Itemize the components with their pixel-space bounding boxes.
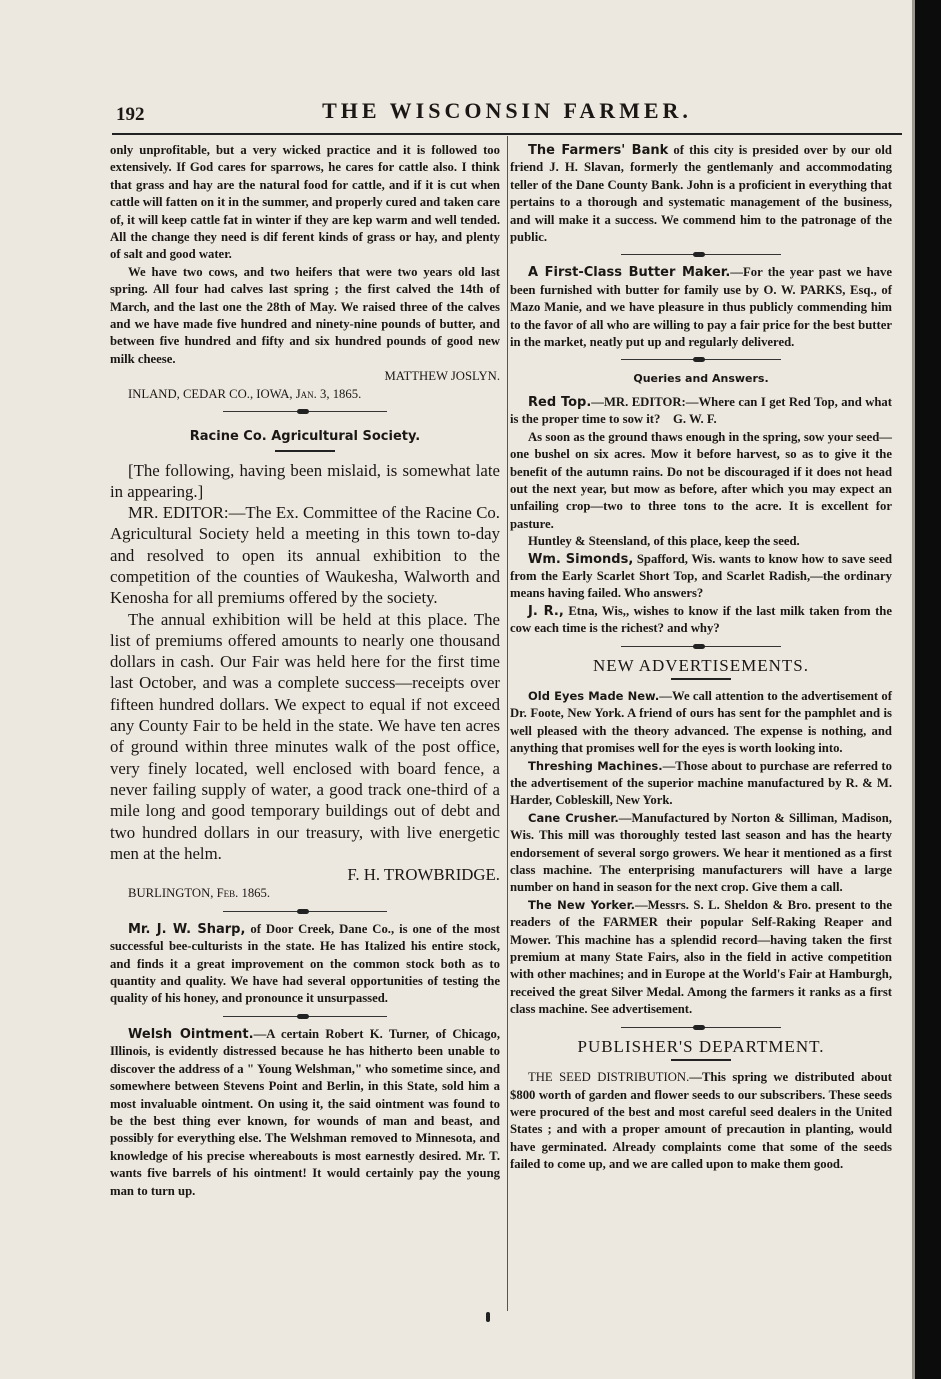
dateline: INLAND, CEDAR CO., IOWA, Jan. 3, 1865. [128,386,362,401]
item-paragraph [510,394,892,429]
item-paragraph [510,1069,892,1173]
item-lead: The Farmers' Bank [528,143,669,158]
item-body: Spafford, Wis. wants to know how to save seed from the Early Scarlet Short Top, and Scarlet Radish,—the ordinary means having failed. Who answers? [510,551,893,601]
right-column [510,142,892,1174]
separator [510,641,892,653]
section-heading: NEW ADVERTISEMENTS. [593,655,809,675]
separator [110,906,500,918]
heading-rule [671,1059,731,1061]
item-lead: Welsh Ointment. [128,1026,254,1042]
item-lead: A First-Class Butter Maker. [528,265,731,281]
item-body: —Manufactured by Norton & Silliman, Madison, Wis. This mill was thoroughly tested last season and has the hearty endorsement of several sorgo growers. We hear it mentioned as a first class machine. The enterprising manufacturers will have a large number on hand in season for the next crop. Give them a call. [510,810,892,895]
masthead-title: THE WISCONSIN FARMER. [322,98,692,123]
item-paragraph [510,688,892,758]
letter-paragraph: We have two cows, and two heifers that were two years old last spring. All four had calves last spring ; the first calved the 14th of March, and the last one the 28th of May. We raised three of the calves and we have made five hundred and ninety-nine pounds of butter, and between five hundred and fifty and six hundred pounds of good new milk cheese. [110,264,500,366]
item-paragraph [510,758,892,810]
item-lead: Mr. J. W. Sharp, [128,921,246,937]
item-paragraph [510,603,892,638]
book-spine [915,0,941,1379]
article-heading: Racine Co. Agricultural Society. [189,429,421,445]
answer-paragraph: Huntley & Steensland, of this place, keep the seed. [528,534,800,549]
heading-rule [275,450,335,452]
article-paragraph: [The following, having been mislaid, is somewhat late in appearing.] [110,460,500,501]
section-heading: PUBLISHER'S DEPARTMENT. [577,1036,825,1056]
item-paragraph [510,810,892,897]
item-lead: J. R., [528,603,564,619]
item-body: of Door Creek, Dane Co., is one of the most successful bee-culturists in the state. He has Italized his entire stock, and finds it a great improvement on the common stock both as to quantity and quality. We have had several opportunities of testing the quality of his honey, and pronounce it unsurpassed. [110,921,500,1006]
heading-rule [671,678,731,680]
separator [510,1022,892,1034]
item-paragraph [510,264,892,351]
item-lead: Old Eyes Made New. [528,688,660,703]
letter-paragraph: only unprofitable, but a very wicked practice and it is followed too extensively. If God cares for sparrows, he cares for cattle also. I think that grass and hay are the natural food for cattle, and if it is cut when cattle will fatten on it in the summer, and properly cured and taken care of, it will keep cattle fat in winter if they are kep warm and well tended. All the change they need is dif ferent kinds of grass or hay, and plenty of salt and good water. [110,143,500,262]
dateline: BURLINGTON, Feb. 1865. [128,886,271,901]
separator [110,406,500,418]
ink-mark [486,1312,490,1322]
item-body: —We call attention to the advertisement of Dr. Foote, New York. A friend of ours has sent for the pamphlet and is well pleased with the theory advanced. The expense is nothing, and anything that promises well for the eyes is worth looking into. [510,688,892,756]
item-paragraph [510,897,892,1019]
section-heading: Queries and Answers. [633,372,769,386]
left-column [110,142,500,1200]
item-body: Etna, Wis,, wishes to know if the last milk taken from the cow each time is the richest? and why? [510,603,892,636]
article-paragraph: The annual exhibition will be held at this place. The list of premiums offered amounts to nearly one thousand dollars in cash. Our Fair was held here for the first time last October, and was a complete success—receipts over fifteen hundred dollars. We expect to equal if not exceed any County Fair to be held in the state. We have ten acres of ground within three minutes walk of the post office, very finely located, well enclosed with board fence, a never failing supply of water, a good track one-third of a mile long and good temporary buildings out of debt and two hundred dollars in our treasury, with live energetic men at the helm. [110,609,500,863]
signature: F. H. TROWBRIDGE. [347,865,500,885]
answer-paragraph: As soon as the ground thaws enough in the spring, sow your seed—one bushel on six acres. Mow it before harvest, so as to give it the benefit of the autumn rains. Do not be discouraged if it does not head out the next year, but mow as before, after which you may expect an unfailing crop—two to three tons to the acre. It is excellent for pasture. [510,429,892,531]
item-lead: Wm. Simonds, [528,551,634,567]
item-body: —For the year past we have been furnished with butter for family use by O. W. PARKS, Esq., of Mazo Manie, and we have pleasure in thus publicly commending him to the favor of all who are willing to pay a fair price for the best butter in the market, neatly put up and regularly delivered. [510,265,892,350]
item-body: —Messrs. S. L. Sheldon & Bro. present to the readers of the FARMER their popular Self-Raking Reaper and Mower. This machine has a splendid record—having taken the first premium at many State Fairs, also in the field in active competition with other machines; and in Europe at the World's Fair at Hamburgh, received the great Silver Medal. Among the farmers it ranks as a first class machine. See advertisement. [510,897,892,1017]
item-lead: Threshing Machines. [528,758,663,773]
separator [510,354,892,366]
page-number: 192 [116,104,145,125]
item-lead: Cane Crusher. [528,810,619,825]
query-signature: G. W. F. [673,412,717,427]
item-body: of this city is presided over by our old friend J. H. Slavan, formerly the gentlemanly and accommodating teller of the Dane County Bank. John is a proficient in everything that pertains to a thorough and systematic management of the business, and will make it a success. We commend him to the patronage of the public. [510,143,892,245]
header-rule [112,133,902,135]
item-paragraph [510,142,892,246]
article-paragraph: MR. EDITOR:—The Ex. Committee of the Racine Co. Agricultural Society held a meeting in this town to-day and resolved to open its annual exhibition to the competition of the counties of Waukesha, Walworth and Kenosha for all premiums offered by the society. [110,503,500,608]
separator [110,1011,500,1023]
item-body: —MR. EDITOR:—Where can I get Red Top, and what is the proper time to sow it? [510,394,892,427]
item-body: —A certain Robert K. Turner, of Chicago, Illinois, is evidently distressed because he has hitherto been unable to discover the address of a " Young Welshman," who sometime since, and somewhere between Stevens Point and Berlin, in this State, sold him a most invaluable ointment. On using it, the said ointment was found to be the best thing ever known, for wounds of man and beast, and possibly for everything else. The Welshman removed to Minnesota, and knowledge of his precise whereabouts is most earnestly desired. Mr. T. wants five barrels of his ointment! It would certainly pay the young man to turn up. [110,1026,500,1198]
item-paragraph [110,1026,500,1200]
item-body: —This spring we distributed about $800 worth of garden and flower seeds to our subscribers. These seeds were procured of the best and most careful seed dealers in the United States ; and with a proper amount of precaution in planting, would have germinated. Already complaints come that some of the seeds failed to come up, and we are called upon to make them good. [510,1070,892,1172]
item-lead: Red Top. [528,394,592,410]
item-lead: The New Yorker. [528,897,635,912]
column-divider [507,136,508,1311]
racine-article [110,460,500,886]
item-body: —Those about to purchase are referred to the advertisement of the superior machine manufactured by R. & M. Harder, Cobleskill, New York. [510,758,893,808]
item-lead: THE SEED DISTRIBUTION. [528,1070,690,1085]
separator [510,249,892,261]
item-paragraph [510,551,892,603]
signature: MATTHEW JOSLYN. [384,369,500,384]
page-header [112,92,902,126]
item-paragraph [110,921,500,1008]
